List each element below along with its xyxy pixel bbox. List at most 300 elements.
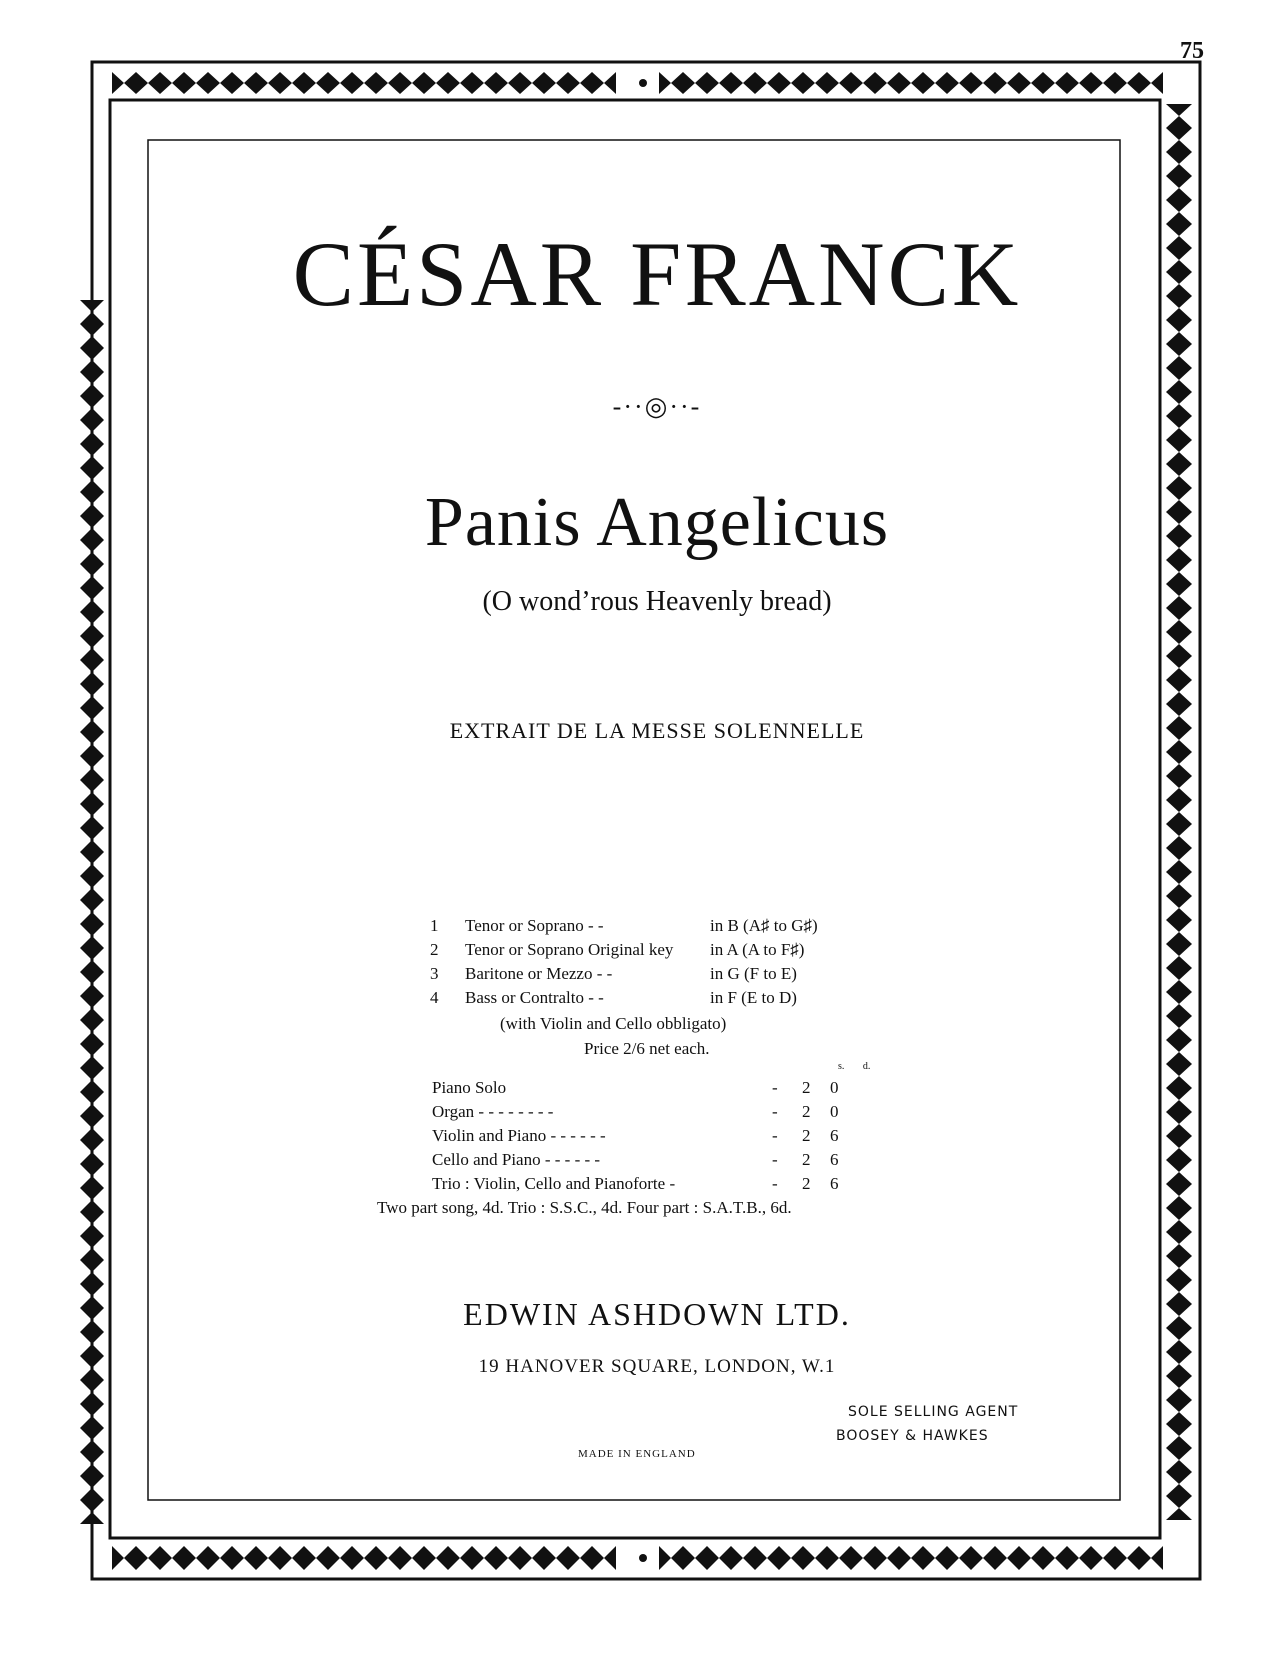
ornament-triangle xyxy=(1166,476,1192,488)
ornament-triangle xyxy=(80,780,104,792)
ornament-triangle xyxy=(875,72,887,94)
ornament-triangle xyxy=(80,504,104,516)
ornament-triangle xyxy=(436,72,448,94)
ornament-triangle xyxy=(1166,224,1192,236)
ornament-triangle xyxy=(80,312,104,324)
ornament-triangle xyxy=(1166,1184,1192,1196)
ornament-triangle xyxy=(184,1546,196,1570)
ornament-triangle xyxy=(316,72,328,94)
ornament-triangle xyxy=(460,72,472,94)
ornament-triangle xyxy=(1166,236,1192,248)
version-key: in A (A to F♯) xyxy=(710,940,805,959)
ornament-triangle xyxy=(292,72,304,94)
price-pence: 0 xyxy=(830,1102,839,1121)
ornament-triangle xyxy=(80,396,104,408)
ornament-triangle xyxy=(388,72,400,94)
ornament-triangle xyxy=(1166,872,1192,884)
ornament-triangle xyxy=(568,72,580,94)
ornament-triangle xyxy=(556,72,568,94)
ornament-triangle xyxy=(1166,908,1192,920)
ornament-triangle xyxy=(1166,968,1192,980)
ornament-triangle xyxy=(80,552,104,564)
ornament-triangle xyxy=(1166,1076,1192,1088)
ornament-triangle xyxy=(1166,272,1192,284)
ornament-triangle xyxy=(1166,800,1192,812)
ornament-triangle xyxy=(1166,656,1192,668)
ornament-triangle xyxy=(779,72,791,94)
ornament-triangle xyxy=(1166,548,1192,560)
ornament-triangle xyxy=(448,72,460,94)
ornament-triangle xyxy=(1166,836,1192,848)
ornament-triangle xyxy=(1166,848,1192,860)
obbligato-note: (with Violin and Cello obbligato) xyxy=(500,1014,727,1033)
ornament-triangle xyxy=(80,1056,104,1068)
price-pence: 6 xyxy=(830,1174,839,1193)
ornament-triangle xyxy=(400,72,412,94)
ornament-triangle xyxy=(220,72,232,94)
price-pence: 6 xyxy=(830,1126,839,1145)
ornament-triangle xyxy=(1166,1340,1192,1352)
ornament-triangle xyxy=(1166,320,1192,332)
ornament-triangle xyxy=(1166,344,1192,356)
ornament-triangle xyxy=(424,72,436,94)
ornament-triangle xyxy=(80,840,104,852)
ornament-triangle xyxy=(80,360,104,372)
ornament-triangle xyxy=(80,696,104,708)
ornament-triangle xyxy=(1166,1148,1192,1160)
version-voice: Tenor or Soprano - - xyxy=(465,916,604,935)
voice-version-row xyxy=(430,988,870,1012)
ornament-triangle xyxy=(80,1044,104,1056)
shillings-header: s. xyxy=(838,1061,845,1072)
ornament-triangle xyxy=(959,72,971,94)
ornament-triangle xyxy=(695,1546,707,1570)
ornament-triangle xyxy=(1166,584,1192,596)
ornament-triangle xyxy=(1166,512,1192,524)
leader-dash: - xyxy=(772,1078,778,1097)
origin-note: MADE IN ENGLAND xyxy=(578,1448,696,1460)
version-number: 1 xyxy=(430,916,439,935)
ornament-triangle xyxy=(659,1546,671,1570)
ornament-triangle xyxy=(827,72,839,94)
ornament-triangle xyxy=(1166,380,1192,392)
ornament-triangle xyxy=(80,1428,104,1440)
ornament-triangle xyxy=(340,1546,352,1570)
ornament-triangle xyxy=(532,72,544,94)
ornament-triangle xyxy=(80,1308,104,1320)
ornament-triangle xyxy=(484,1546,496,1570)
ornament-triangle xyxy=(1166,1436,1192,1448)
ornament-triangle xyxy=(887,1546,899,1570)
ornament-triangle xyxy=(124,72,136,94)
ornament-triangle xyxy=(80,1128,104,1140)
ornament-triangle xyxy=(520,1546,532,1570)
ornament-triangle xyxy=(1007,72,1019,94)
ornament-triangle xyxy=(232,1546,244,1570)
ornament-triangle xyxy=(1166,560,1192,572)
ornament-triangle xyxy=(556,1546,568,1570)
ornament-triangle xyxy=(580,1546,592,1570)
leader-dash: - xyxy=(772,1102,778,1121)
ornament-triangle xyxy=(1067,72,1079,94)
agent-stamp-line1: SOLE SELLING AGENT xyxy=(848,1404,1019,1420)
ornament-triangle xyxy=(755,1546,767,1570)
arrangement-row xyxy=(432,1126,862,1150)
ornament-triangle xyxy=(707,1546,719,1570)
ornament-triangle xyxy=(80,1224,104,1236)
ornament-triangle xyxy=(1166,128,1192,140)
ornament-triangle xyxy=(352,1546,364,1570)
ornament-triangle xyxy=(80,1164,104,1176)
ornament-triangle xyxy=(80,1032,104,1044)
ornament-triangle xyxy=(80,756,104,768)
ornament-triangle xyxy=(232,72,244,94)
ornament-triangle xyxy=(448,1546,460,1570)
ornament-triangle xyxy=(1166,764,1192,776)
ornament-triangle xyxy=(80,612,104,624)
publisher-address: 19 HANOVER SQUARE, LONDON, W.1 xyxy=(478,1356,836,1377)
ornament-triangle xyxy=(592,1546,604,1570)
ornament-triangle xyxy=(1166,1316,1192,1328)
ornament-triangle xyxy=(863,72,875,94)
ornament-triangle xyxy=(80,1452,104,1464)
ornament-triangle xyxy=(172,1546,184,1570)
ornament-triangle xyxy=(1103,72,1115,94)
price-shillings: 2 xyxy=(802,1126,811,1145)
composer-name: CÉSAR FRANCK xyxy=(292,223,1022,325)
ornament-triangle xyxy=(316,1546,328,1570)
ornament-triangle xyxy=(1166,152,1192,164)
ornament-triangle xyxy=(707,72,719,94)
ornament-triangle xyxy=(947,1546,959,1570)
ornament-triangle xyxy=(80,864,104,876)
ornament-triangle xyxy=(1166,500,1192,512)
ornament-triangle xyxy=(268,1546,280,1570)
ornament-triangle xyxy=(1166,728,1192,740)
ornament-triangle xyxy=(1166,740,1192,752)
ornament-triangle xyxy=(1166,608,1192,620)
ornament-triangle xyxy=(80,924,104,936)
ornament-triangle xyxy=(1166,980,1192,992)
ornament-triangle xyxy=(496,1546,508,1570)
ornament-triangle xyxy=(80,492,104,504)
ornament-triangle xyxy=(1166,812,1192,824)
ornament-triangle xyxy=(80,1500,104,1512)
ornament-triangle xyxy=(1166,632,1192,644)
ornament-triangle xyxy=(1091,1546,1103,1570)
ornament-triangle xyxy=(1166,704,1192,716)
ornament-triangle xyxy=(80,912,104,924)
ornament-triangle xyxy=(80,684,104,696)
ornament-triangle xyxy=(388,1546,400,1570)
ornament-triangle xyxy=(1115,1546,1127,1570)
arrangement-label: Trio : Violin, Cello and Pianoforte - xyxy=(432,1174,676,1193)
ornament-triangle xyxy=(160,72,172,94)
ornament-triangle xyxy=(695,72,707,94)
ornament-triangle xyxy=(80,720,104,732)
ornament-triangle xyxy=(592,72,604,94)
ornament-triangle xyxy=(80,300,104,312)
ornament-triangle xyxy=(80,984,104,996)
ornament-triangle xyxy=(947,72,959,94)
ornament-dot xyxy=(639,1554,647,1562)
ornament-triangle xyxy=(1019,1546,1031,1570)
ornament-triangle xyxy=(496,72,508,94)
part-song-prices: Two part song, 4d. Trio : S.S.C., 4d. Four part : S.A.T.B., 6d. xyxy=(377,1198,792,1217)
ornament-triangle xyxy=(983,1546,995,1570)
ornament-triangle xyxy=(1166,1016,1192,1028)
ornament-triangle xyxy=(80,420,104,432)
ornament-triangle xyxy=(1103,1546,1115,1570)
ornament-triangle xyxy=(719,72,731,94)
ornament-triangle xyxy=(1166,200,1192,212)
ornament-triangle xyxy=(544,72,556,94)
ornament-triangle xyxy=(803,72,815,94)
ornament-triangle xyxy=(1166,1004,1192,1016)
ornament-triangle xyxy=(1166,668,1192,680)
version-voice: Bass or Contralto - - xyxy=(465,988,604,1007)
ornament-triangle xyxy=(80,996,104,1008)
ornament-triangle xyxy=(1115,72,1127,94)
ornament-triangle xyxy=(1166,428,1192,440)
ornament-triangle xyxy=(80,516,104,528)
ornament-triangle xyxy=(80,1104,104,1116)
ornament-triangle xyxy=(1166,1136,1192,1148)
ornament-triangle xyxy=(80,1356,104,1368)
ornament-triangle xyxy=(1166,188,1192,200)
ornament-triangle xyxy=(815,72,827,94)
voice-version-row xyxy=(430,916,870,940)
ornament-triangle xyxy=(1166,1412,1192,1424)
ornament-triangle xyxy=(1166,992,1192,1004)
ornament-triangle xyxy=(244,72,256,94)
ornament-triangle xyxy=(80,1200,104,1212)
ornament-triangle xyxy=(292,1546,304,1570)
ornament-triangle xyxy=(935,72,947,94)
ornament-triangle xyxy=(80,900,104,912)
ornament-triangle xyxy=(80,1140,104,1152)
ornament-triangle xyxy=(80,1188,104,1200)
ornament-triangle xyxy=(1007,1546,1019,1570)
ornament-triangle xyxy=(604,1546,616,1570)
ornament-triangle xyxy=(1166,680,1192,692)
ornament-triangle xyxy=(112,1546,124,1570)
pence-header: d. xyxy=(862,1061,871,1072)
ornament-triangle xyxy=(80,432,104,444)
ornament-triangle xyxy=(851,1546,863,1570)
ornament-triangle xyxy=(1079,1546,1091,1570)
ornament-triangle xyxy=(815,1546,827,1570)
ornament-triangle xyxy=(1139,1546,1151,1570)
ornament-triangle xyxy=(1166,1124,1192,1136)
ornament-triangle xyxy=(1166,1460,1192,1472)
ornament-triangle xyxy=(851,72,863,94)
ornament-triangle xyxy=(1166,416,1192,428)
ornament-triangle xyxy=(80,1344,104,1356)
ornament-triangle xyxy=(80,1416,104,1428)
ornament-triangle xyxy=(112,72,124,94)
ornament-triangle xyxy=(671,72,683,94)
ornament-triangle xyxy=(1166,1496,1192,1508)
ornament-triangle xyxy=(1166,824,1192,836)
ornament-triangle xyxy=(1166,452,1192,464)
ornament-triangle xyxy=(1166,620,1192,632)
ornament-triangle xyxy=(80,948,104,960)
ornament-triangle xyxy=(1166,788,1192,800)
ornament-triangle xyxy=(719,1546,731,1570)
ornament-triangle xyxy=(1166,644,1192,656)
ornament-triangle xyxy=(1127,72,1139,94)
ornament-triangle xyxy=(899,72,911,94)
ornament-triangle xyxy=(1166,1220,1192,1232)
song-title: Panis Angelicus xyxy=(424,484,890,561)
ornament-triangle xyxy=(80,1272,104,1284)
publisher-name: EDWIN ASHDOWN LTD. xyxy=(463,1296,851,1332)
leader-dash: - xyxy=(772,1126,778,1145)
ornament-triangle xyxy=(827,1546,839,1570)
ornament-triangle xyxy=(1031,72,1043,94)
ornament-triangle xyxy=(1166,932,1192,944)
ornament-triangle xyxy=(1166,368,1192,380)
ornament-triangle xyxy=(80,1008,104,1020)
ornament-triangle xyxy=(256,72,268,94)
ornament-triangle xyxy=(136,1546,148,1570)
ornament-triangle xyxy=(863,1546,875,1570)
ornament-triangle xyxy=(80,1332,104,1344)
ornament-triangle xyxy=(80,336,104,348)
ornament-triangle xyxy=(80,372,104,384)
ornament-triangle xyxy=(340,72,352,94)
version-number: 3 xyxy=(430,964,439,983)
version-number: 4 xyxy=(430,988,439,1007)
ornament-triangle xyxy=(983,72,995,94)
ornament-triangle xyxy=(80,1284,104,1296)
ornament-triangle xyxy=(80,1464,104,1476)
ornament-triangle xyxy=(124,1546,136,1570)
ornament-triangle xyxy=(1166,1232,1192,1244)
ornament-triangle xyxy=(731,1546,743,1570)
ornament-triangle xyxy=(1166,944,1192,956)
ornament-triangle xyxy=(160,1546,172,1570)
ornament-triangle xyxy=(1166,1484,1192,1496)
ornament-triangle xyxy=(1166,860,1192,872)
ornament-triangle xyxy=(1091,72,1103,94)
price-column-header xyxy=(838,1061,886,1072)
arrangement-row xyxy=(432,1174,862,1198)
ornament-triangle xyxy=(1067,1546,1079,1570)
price-note: Price 2/6 net each. xyxy=(584,1039,710,1058)
ornament-triangle xyxy=(1079,72,1091,94)
ornament-triangle xyxy=(731,72,743,94)
ornament-triangle xyxy=(755,72,767,94)
ornament-triangle xyxy=(484,72,496,94)
version-key: in F (E to D) xyxy=(710,988,797,1007)
ornament-triangle xyxy=(1166,284,1192,296)
ornament-triangle xyxy=(196,72,208,94)
arrangement-label: Violin and Piano - - - - - - xyxy=(432,1126,606,1145)
ornament-triangle xyxy=(80,576,104,588)
bottom-ornament-band xyxy=(112,1546,1163,1570)
ornament-triangle xyxy=(791,72,803,94)
ornament-triangle xyxy=(80,384,104,396)
ornament-triangle xyxy=(80,732,104,744)
ornament-triangle xyxy=(839,72,851,94)
ornament-dot xyxy=(639,79,647,87)
ornament-triangle xyxy=(1166,1280,1192,1292)
ornament-triangle xyxy=(1166,1388,1192,1400)
voice-version-row xyxy=(430,964,870,988)
ornament-triangle xyxy=(208,1546,220,1570)
arrangement-row xyxy=(432,1078,862,1102)
ornament-triangle xyxy=(1166,464,1192,476)
arrangement-label: Cello and Piano - - - - - - xyxy=(432,1150,601,1169)
ornament-triangle xyxy=(80,1404,104,1416)
ornament-triangle xyxy=(743,1546,755,1570)
right-ornament-band xyxy=(1166,104,1192,1520)
ornament-triangle xyxy=(1166,296,1192,308)
ornament-triangle xyxy=(971,1546,983,1570)
ornament-triangle xyxy=(364,72,376,94)
ornament-triangle xyxy=(376,1546,388,1570)
ornament-triangle xyxy=(1166,752,1192,764)
ornament-triangle xyxy=(1166,1244,1192,1256)
ornament-triangle xyxy=(412,72,424,94)
ornament-triangle xyxy=(923,1546,935,1570)
ornament-triangle xyxy=(1166,1508,1192,1520)
ornament-triangle xyxy=(1151,1546,1163,1570)
ornament-triangle xyxy=(364,1546,376,1570)
ornament-triangle xyxy=(80,468,104,480)
voice-version-row xyxy=(430,940,870,964)
ornament-triangle xyxy=(244,1546,256,1570)
ornament-triangle xyxy=(304,72,316,94)
ornament-triangle xyxy=(1166,1424,1192,1436)
ornament-triangle xyxy=(304,1546,316,1570)
ornament-triangle xyxy=(544,1546,556,1570)
ornament-triangle xyxy=(1166,1160,1192,1172)
ornament-triangle xyxy=(80,1116,104,1128)
ornament-triangle xyxy=(1166,896,1192,908)
ornament-triangle xyxy=(352,72,364,94)
ornament-triangle xyxy=(148,72,160,94)
ornament-triangle xyxy=(80,324,104,336)
ornament-triangle xyxy=(1166,176,1192,188)
ornament-triangle xyxy=(1166,1400,1192,1412)
ornament-triangle xyxy=(1166,1472,1192,1484)
ornament-triangle xyxy=(1166,1268,1192,1280)
top-ornament-band xyxy=(112,72,1163,94)
ornament-triangle xyxy=(959,1546,971,1570)
version-voice: Tenor or Soprano Original key xyxy=(465,940,674,959)
ornament-triangle xyxy=(1166,1328,1192,1340)
ornament-triangle xyxy=(1166,956,1192,968)
ornament-triangle xyxy=(80,708,104,720)
arrangement-label: Organ - - - - - - - - xyxy=(432,1102,554,1121)
ornament-triangle xyxy=(1166,1448,1192,1460)
ornament-triangle xyxy=(875,1546,887,1570)
ornament-triangle xyxy=(1166,1196,1192,1208)
version-voice: Baritone or Mezzo - - xyxy=(465,964,613,983)
song-subtitle: (O wond’rous Heavenly bread) xyxy=(482,586,832,617)
ornament-triangle xyxy=(80,1020,104,1032)
ornament-triangle xyxy=(1151,72,1163,94)
ornament-triangle xyxy=(80,600,104,612)
ornament-triangle xyxy=(80,588,104,600)
extract-note: EXTRAIT DE LA MESSE SOLENNELLE xyxy=(449,718,865,743)
ornament-triangle xyxy=(683,1546,695,1570)
ornament-triangle xyxy=(1166,1112,1192,1124)
ornament-triangle xyxy=(568,1546,580,1570)
